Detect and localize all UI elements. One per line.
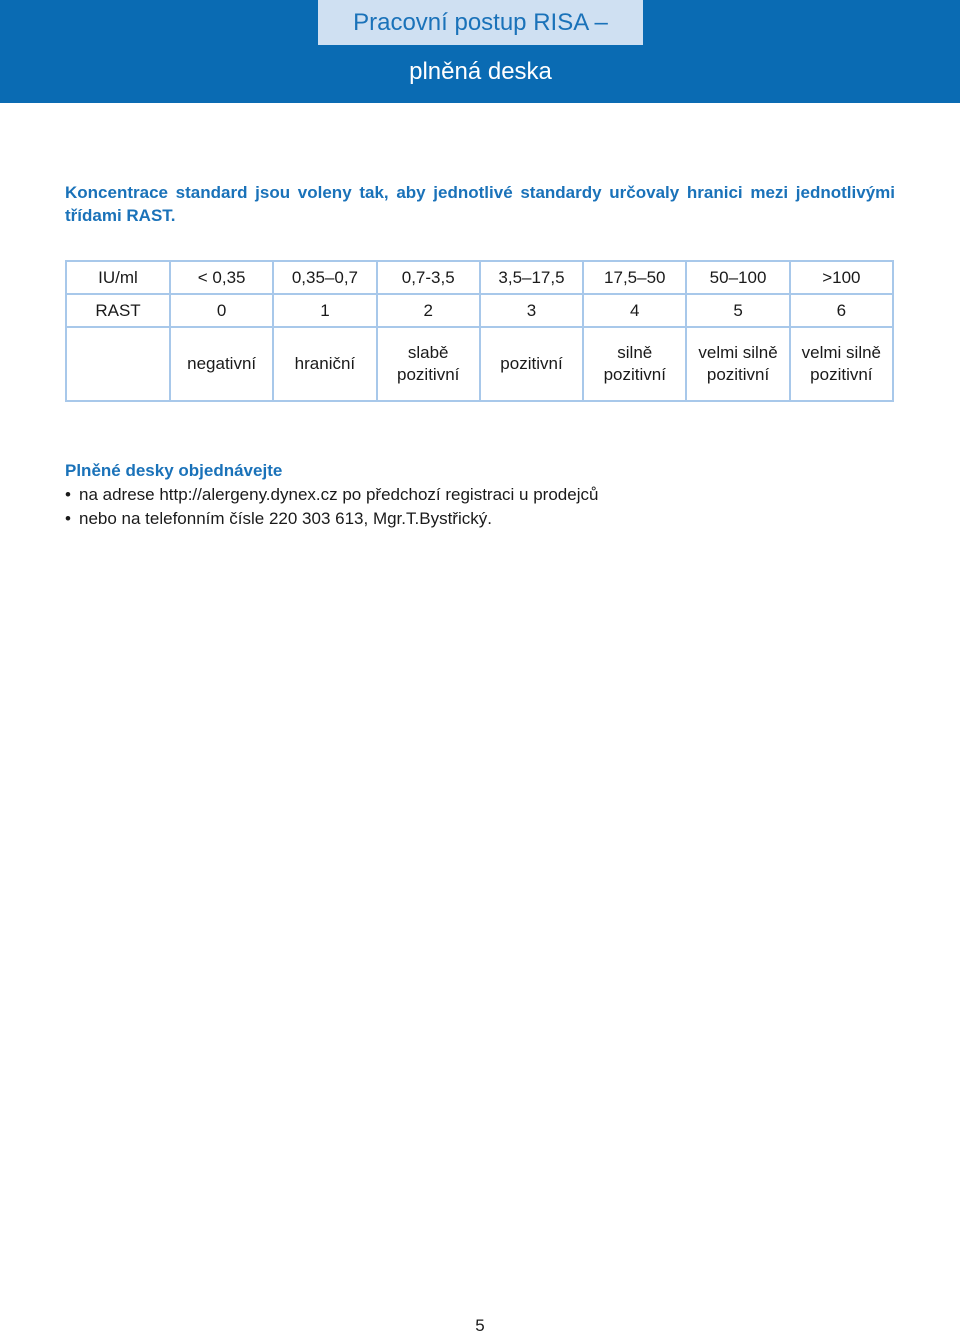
list-item: [65, 507, 895, 531]
list-item-text: na adrese http://alergeny.dynex.cz po předchozí registraci u prodejců: [79, 485, 599, 504]
table-cell: slabě pozitivní: [377, 327, 480, 401]
table-cell: velmi silně pozitivní: [790, 327, 893, 401]
rast-table: [65, 260, 894, 402]
title-box: [318, 0, 643, 45]
table-cell: 50–100: [686, 261, 789, 294]
bullet-icon: •: [65, 509, 71, 528]
table-row-rast: [66, 294, 893, 327]
table-cell: 2: [377, 294, 480, 327]
table-row-interpretation: [66, 327, 893, 401]
table-cell: negativní: [170, 327, 273, 401]
order-section-title: Plněné desky objednávejte: [65, 461, 283, 480]
table-cell: 6: [790, 294, 893, 327]
table-cell: >100: [790, 261, 893, 294]
page-number: 5: [475, 1316, 485, 1335]
table-cell: [66, 327, 170, 401]
intro-paragraph: Koncentrace standard jsou voleny tak, aby jednotlivé standardy určovaly hranici mezi jednotlivými třídami RAST.: [65, 183, 895, 225]
table-cell: IU/ml: [66, 261, 170, 294]
table-row-iu: [66, 261, 893, 294]
table-cell: RAST: [66, 294, 170, 327]
table-cell: pozitivní: [480, 327, 583, 401]
table-cell: 1: [273, 294, 376, 327]
table-cell: 0,7-3,5: [377, 261, 480, 294]
table-cell: 0,35–0,7: [273, 261, 376, 294]
table-cell: velmi silně pozitivní: [686, 327, 789, 401]
order-section: [65, 459, 895, 531]
page-subtitle: plněná deska: [409, 58, 552, 85]
table-cell: hraniční: [273, 327, 376, 401]
table-cell: silně pozitivní: [583, 327, 686, 401]
table-cell: 0: [170, 294, 273, 327]
table-cell: 3,5–17,5: [480, 261, 583, 294]
page-title: Pracovní postup RISA –: [353, 8, 608, 36]
table-cell: 3: [480, 294, 583, 327]
table-cell: 4: [583, 294, 686, 327]
list-item-text: nebo na telefonním čísle 220 303 613, Mgr.T.Bystřický.: [79, 509, 492, 528]
table-cell: < 0,35: [170, 261, 273, 294]
table-cell: 5: [686, 294, 789, 327]
table-cell: 17,5–50: [583, 261, 686, 294]
bullet-icon: •: [65, 485, 71, 504]
list-item: [65, 483, 895, 507]
